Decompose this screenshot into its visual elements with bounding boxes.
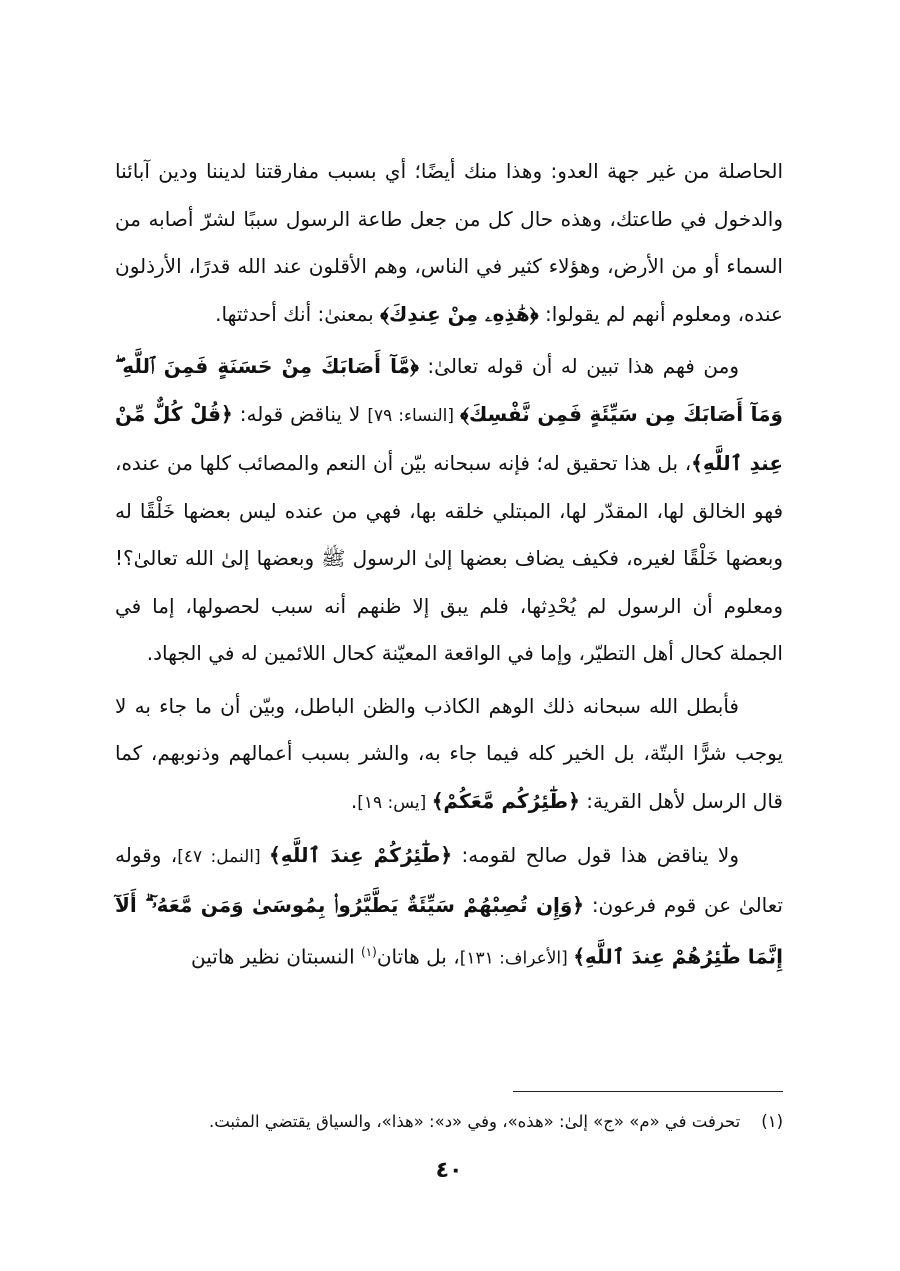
footnote-reference: (١) <box>360 945 377 959</box>
paragraph <box>115 832 783 983</box>
quran-verse: ﴿قُلْ كُلٌّ مِّنْ عِندِ ٱللَّهِ﴾ <box>115 401 783 475</box>
verse-reference: [يس: ١٩] <box>357 792 432 813</box>
verse-reference: [النساء: ٧٩] <box>367 405 461 426</box>
verse-reference: [الأعراف: ١٣١] <box>459 948 574 969</box>
page-number: ٤٠ <box>435 1158 463 1183</box>
paragraph-text: ومن فهم هذا تبين له أن قوله تعالىٰ: <box>418 354 739 378</box>
book-page <box>115 148 783 1228</box>
footnote <box>115 1108 783 1136</box>
quran-verse: ﴿هَٰذِهِۦ مِنْ عِندِكَ﴾ <box>380 301 539 326</box>
paragraph <box>115 683 783 828</box>
quran-verse: ﴿طَٰٓئِرُكُمْ عِندَ ٱللَّهِ﴾ <box>269 843 453 867</box>
paragraph-text: لا يناقض قوله: <box>232 401 368 426</box>
footnote-marker: (١) <box>761 1112 783 1131</box>
paragraph-text: الحاصلة من غير جهة العدو: وهذا منك أيضًا؛ أي بسبب مفارقتنا لديننا ودين آبائنا والدخول في طاعتك، وهذه حال كل من جعل طاعة الرسول سببًا لشرّ أصابه من السماء أو من الأرض، وهؤلاء كثير في الناس، وهم الأقلون عند الله قدرًا، الأرذلون عنده، ومعلوم أنهم لم يقولوا: <box>115 159 783 326</box>
paragraph <box>115 148 783 338</box>
verse-reference: [النمل: ٤٧] <box>177 847 270 867</box>
quran-verse: ﴿مَّآ أَصَابَكَ مِنْ حَسَنَةٍ فَمِنَ ٱللَّهِ ۖ وَمَآ أَصَابَكَ مِن سَيِّئَةٍ فَمِن نَّفْسِكَ﴾ <box>115 354 783 426</box>
paragraph-text: بمعنىٰ: أنك أحدثتها. <box>215 301 381 326</box>
footnote-separator <box>513 1091 783 1092</box>
paragraph <box>115 343 783 678</box>
paragraph-text: . <box>350 788 358 813</box>
quran-verse: ﴿وَإِن تُصِبْهُمْ سَيِّئَةٌ يَطَّيَّرُوا۟ بِمُوسَىٰ وَمَن مَّعَهُۥٓ ۗ أَلَآ إِنَّمَا طَٰٓئِرُهُمْ عِندَ ٱللَّهِ﴾ <box>115 892 783 969</box>
main-text <box>115 148 783 983</box>
paragraph-text: ولا يناقض هذا قول صالح لقومه: <box>452 843 739 867</box>
paragraph-text: ، بل هذا تحقيق له؛ فإنه سبحانه بيّن أن النعم والمصائب كلها من عنده، فهو الخالق لها، المقدّر لها، المبتلي خلقه بها، فهي من عنده ليس بعضها خَلْقًا له وبعضها خَلْقًا لغيره، فكيف يضاف بعضها إلىٰ الرسول ﷺ وبعضها إلىٰ الله تعالىٰ؟! ومعلوم أن الرسول لم يُحْدِثها، فلم يبق إلا ظنهم أنه سبب لحصولها، إما في الجملة كحال أهل التطيّر، وإما في الواقعة المعيّنة كحال اللائمين له في الجهاد. <box>115 451 783 665</box>
paragraph-text: ، بل هاتان <box>376 944 460 969</box>
footnote-text: تحرفت في «م» «ج» إلىٰ: «هذه»، وفي «د»: «هذا»، والسياق يقتضي المثبت. <box>208 1112 741 1131</box>
paragraph-text: النسبتان نظير هاتين <box>191 944 361 969</box>
paragraph-text: فأبطل الله سبحانه ذلك الوهم الكاذب والظن الباطل، وبيّن أن ما جاء به لا يوجب شرًّا البتّة، بل الخير كله فيما جاء به، والشر بسبب أعمالهم وذنوبهم، كما قال الرسل لأهل القرية: <box>115 693 783 813</box>
quran-verse: ﴿طَٰٓئِرُكُم مَّعَكُمْ﴾ <box>431 788 580 813</box>
paragraph-text: ، وقوله تعالىٰ عن قوم فرعون: <box>115 843 783 917</box>
